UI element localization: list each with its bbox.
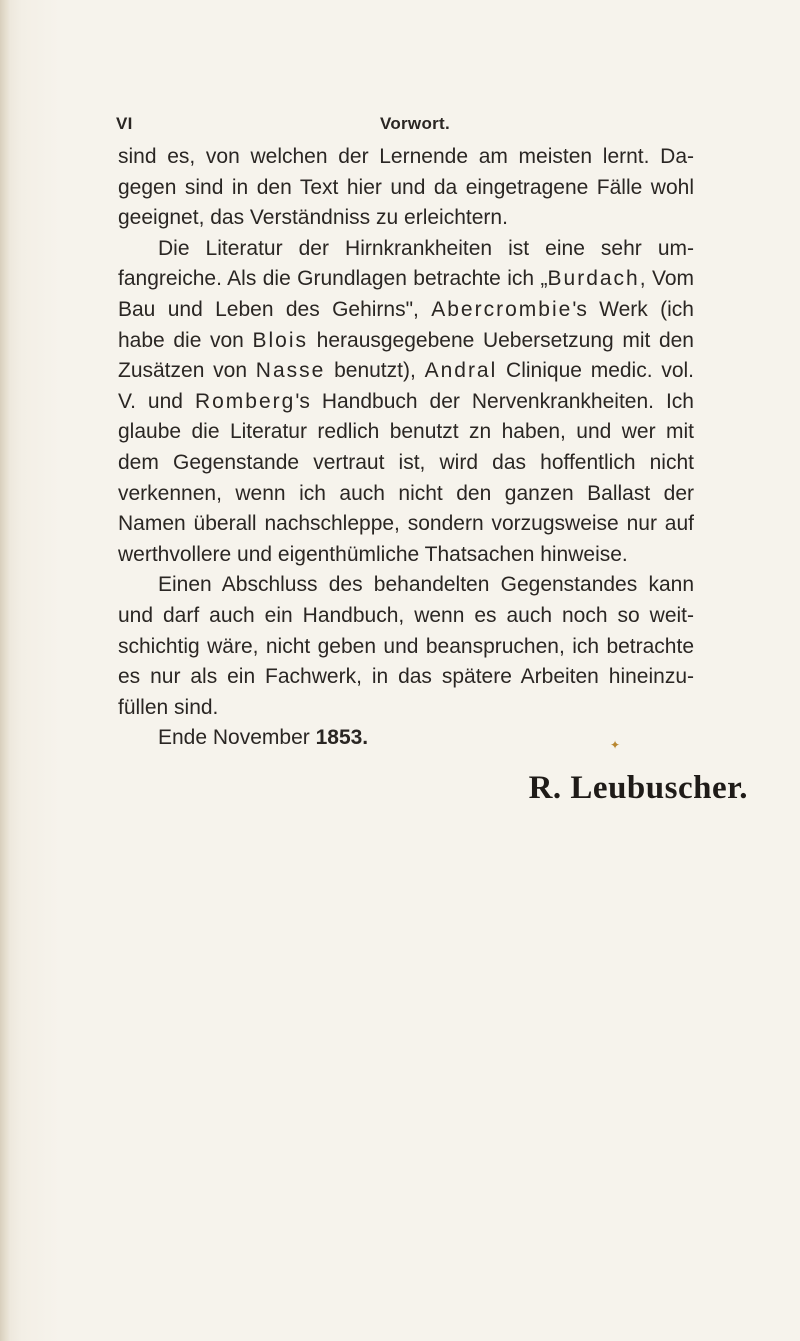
author-signature: R. Leubuscher.	[528, 770, 748, 806]
paragraph-2-part-6: Clinique medic. vol. V. und	[118, 359, 695, 413]
paragraph-3: Einen Abschluss des behandelten Gegenstandes kann und darf auch ein Handbuch, wenn es auch noch so weit- schichtig wäre, nicht geben und beanspruchen, ich betrachte es nur als ein Fachwerk, in das spätere Arbeiten hineinzu- füllen sind.	[118, 573, 694, 719]
paragraph-2-part-5: benutzt),	[325, 359, 425, 383]
page-number: VI	[116, 114, 133, 133]
author-name-burdach: Burdach	[547, 267, 640, 291]
paragraph-2-part-1: Die Literatur der Hirnkrankheiten ist eine sehr um- fangreiche. Als die Grundlagen betrachte ich „	[118, 236, 694, 291]
paragraph-2-part-3: 's Werk (ich habe die von	[118, 297, 694, 352]
paragraph-1: sind es, von welchen der Lernende am meisten lernt. Da- gegen sind in den Text hier und da eingetragene Fälle wohl geeignet, das Verständniss zu erleichtern.	[118, 145, 694, 230]
author-name-romberg: Romberg	[194, 389, 296, 413]
paragraph-2-part-4: herausgegebene Uebersetzung mit den Zusätzen von	[118, 328, 694, 383]
paragraph-2-part-2: , Vom Bau und Leben des Gehirns",	[118, 267, 694, 321]
paragraph-2-part-7: 's Handbuch der Nervenkrankheiten. Ich glaube die Literatur redlich benutzt zn haben, und wer mit dem Gegenstande vertraut ist, wird das hoffentlich nicht verkennen, wenn ich auch nicht den ganzen Ballast der Namen überall nachschleppe, sondern vorzugsweise nur auf werthvollere und eigenthümliche Thatsachen hinweise.	[118, 389, 694, 566]
ink-speck-icon: ✦	[610, 738, 621, 752]
author-name-blois: Blois	[252, 328, 309, 352]
author-name-abercrombie: Abercrombie	[431, 297, 573, 321]
body-text	[118, 142, 694, 754]
author-name-andral: Andral	[424, 359, 498, 383]
paragraph-2	[118, 234, 694, 571]
running-title: Vorwort.	[379, 114, 451, 133]
author-name-nasse: Nasse	[255, 359, 326, 383]
binding-edge	[0, 0, 10, 1341]
page-header	[110, 100, 710, 134]
dateline-year: 1853.	[315, 726, 369, 750]
dateline	[118, 723, 694, 754]
dateline-text: Ende November	[158, 726, 316, 750]
